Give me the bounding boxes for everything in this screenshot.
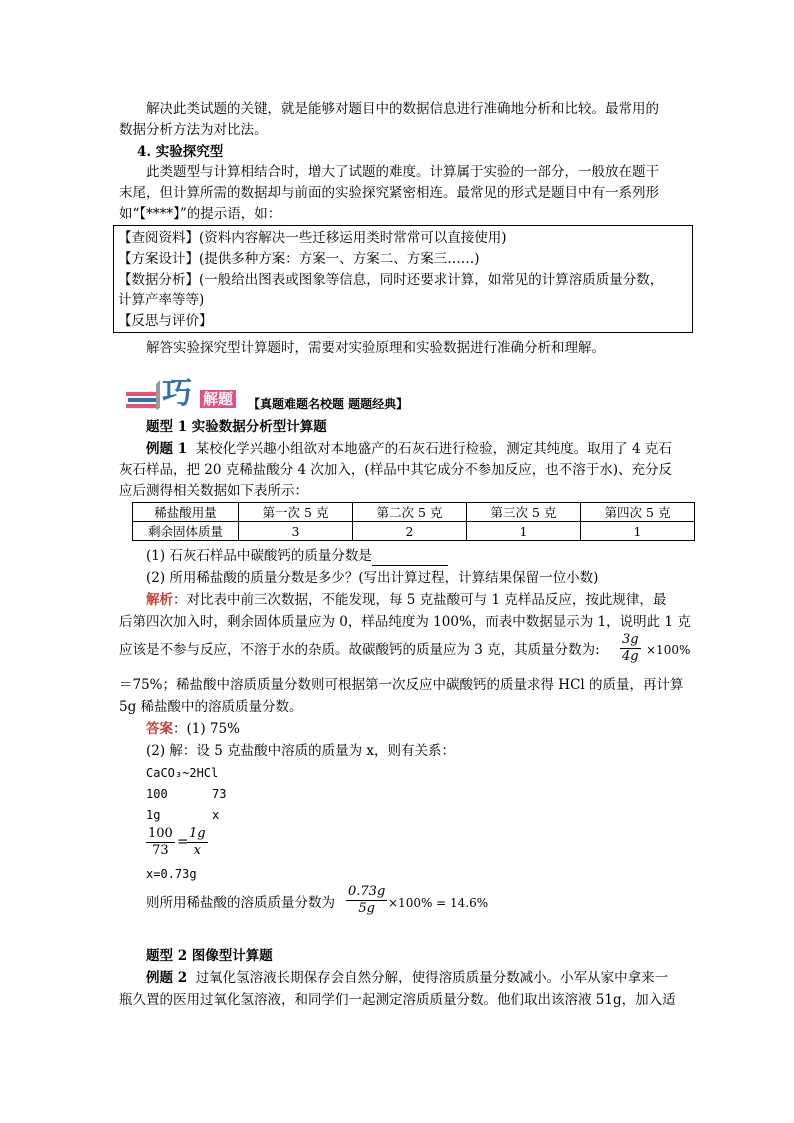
question-2: (2) 所用稀盐酸的质量分数是多少？(写出计算过程，计算结果保留一位小数) <box>146 570 599 586</box>
answer-line-2: (2) 解：设 5 克盐酸中溶质的质量为 x，则有关系： <box>146 743 455 759</box>
example-1-text-a: 某校化学兴趣小组欲对本地盛产的石灰石进行检验，测定其纯度。取用了 4 克石 <box>195 441 672 457</box>
fraction-numerator: 3g <box>622 632 639 647</box>
equation-73: 73 <box>212 787 227 801</box>
equation-100: 100 <box>146 787 168 801</box>
question-1 <box>146 546 448 566</box>
final-fraction-denominator: 5g <box>358 901 375 916</box>
table-cell: 3 <box>239 522 353 541</box>
table-header-cell: 第四次 5 克 <box>581 503 695 522</box>
answer-blank <box>372 551 448 566</box>
analysis-line-d: ＝75%；稀盐酸中溶质质量分数则可根据第一次反应中碳酸钙的质量求得 HCl 的质量，再计算 <box>119 677 684 693</box>
type2-title: 题型 2 图像型计算题 <box>146 948 273 964</box>
type1-example-b: 灰石样品，把 20 克稀盐酸分 4 次加入，(样品中其它成分不参加反应，也不溶于水)、充分反 <box>119 462 672 478</box>
after-box-text: 解答实验探究型计算题时，需要对实验原理和实验数据进行准确分析和理解。 <box>146 340 605 356</box>
intro-p2c: 如“【****】”的提示语，如： <box>119 206 282 222</box>
analysis-line-a <box>146 590 666 610</box>
section-heading-4: 4. 实验探究型 <box>137 144 224 160</box>
type2-example-b: 瓶久置的医用过氧化氢溶液，和同学们一起测定溶质质量分数。他们取出该溶液 51g，加入适 <box>119 992 676 1008</box>
ratio-left-numerator: 100 <box>148 826 173 841</box>
table-header-cell: 第二次 5 克 <box>353 503 467 522</box>
fraction-tail: ×100% <box>646 643 691 657</box>
equation-x: x <box>212 808 220 822</box>
equation-line-1: CaCO₃~2HCl <box>146 766 219 780</box>
hint-line-3: 【数据分析】(一般给出图表或图象等信息，同时还要求计算，如常见的计算溶质质量分数， <box>118 272 664 288</box>
type1-example <box>146 439 672 459</box>
ratio-right-numerator: 1g <box>189 826 206 841</box>
final-fraction-numerator: 0.73g <box>348 884 386 899</box>
ratio-left <box>146 826 175 859</box>
table-header-cell: 第一次 5 克 <box>239 503 353 522</box>
table-cell: 1 <box>581 522 695 541</box>
hint-line-4: 计算产率等等) <box>118 292 205 308</box>
intro-p1a: 解决此类试题的关键，就是能够对题目中的数据信息进行准确地分析和比较。最常用的 <box>146 101 659 117</box>
equation-1g: 1g <box>146 808 161 822</box>
ratio-equals: = <box>177 834 189 850</box>
table-cell: 1 <box>467 522 581 541</box>
intro-p1b: 数据分析方法为对比法。 <box>119 122 268 138</box>
final-answer-text: 则所用稀盐酸的溶质质量分数为 <box>146 895 335 911</box>
banner-big-char: 巧 <box>162 376 192 411</box>
ratio-left-denominator: 73 <box>152 843 169 858</box>
analysis-line-e: 5g 稀盐酸中的溶质质量分数。 <box>119 699 303 715</box>
table-row <box>133 522 695 541</box>
hint-line-1: 【查阅资料】(资料内容解决一些迁移运用类时常常可以直接使用) <box>118 230 507 246</box>
hint-box <box>113 225 693 333</box>
type2-example <box>146 968 668 988</box>
equation-result: x=0.73g <box>146 867 197 881</box>
example-1-label: 例题 1 <box>146 441 188 457</box>
analysis-label: 解析 <box>146 592 173 608</box>
table-cell: 2 <box>353 522 467 541</box>
answer-label: 答案 <box>146 721 173 737</box>
table-row <box>133 503 695 522</box>
analysis-text-a: ：对比表中前三次数据，不能发现，每 5 克盐酸可与 1 克样品反应，按此规律，最 <box>173 592 667 608</box>
table-cell: 剩余固体质量 <box>133 522 239 541</box>
hint-line-5: 【反思与评价】 <box>118 313 213 329</box>
fraction-denominator: 4g <box>622 649 639 664</box>
analysis-line-c: 应该是不参与反应，不溶于水的杂质。故碳酸钙的质量应为 3 克，其质量分数为: <box>119 642 600 658</box>
final-answer-tail: ×100% = 14.6% <box>388 896 489 910</box>
type1-example-c: 应后测得相关数据如下表所示： <box>119 483 308 499</box>
analysis-line-b: 后第四次加入时，剩余固体质量应为 0，样品纯度为 100%，而表中数据显示为 1，说明此 1 克 <box>119 614 691 630</box>
final-fraction <box>346 884 387 917</box>
question-1-text: (1) 石灰石样品中碳酸钙的质量分数是 <box>146 548 372 564</box>
hint-line-2: 【方案设计】(提供多种方案：方案一、方案二、方案三……) <box>118 251 480 267</box>
banner-label: 解题 <box>200 390 236 408</box>
answer-1-text: ：(1) 75% <box>173 721 240 737</box>
example-2-label: 例题 2 <box>146 970 188 986</box>
table-header-cell: 第三次 5 克 <box>467 503 581 522</box>
ratio-right <box>187 826 208 859</box>
type1-title: 题型 1 实验数据分析型计算题 <box>146 419 327 435</box>
intro-p2b: 末尾，但计算所需的数据却与前面的实验探究紧密相连。最常见的形式是题目中有一系列形 <box>119 185 659 201</box>
results-table <box>132 502 695 541</box>
answer-line-1 <box>146 719 240 739</box>
ratio-right-denominator: x <box>193 843 201 858</box>
intro-p2a: 此类题型与计算相结合时，增大了试题的难度。计算属于实验的一部分，一般放在题干 <box>146 164 659 180</box>
example-2-text-a: 过氧化氢溶液长期保存会自然分解，使得溶质质量分数减小。小军从家中拿来一 <box>195 970 669 986</box>
banner-subtitle: 【真题难题名校题 题题经典】 <box>248 397 409 411</box>
fraction-3g-4g <box>620 632 641 665</box>
section-banner <box>126 376 256 411</box>
table-header-cell: 稀盐酸用量 <box>133 503 239 522</box>
